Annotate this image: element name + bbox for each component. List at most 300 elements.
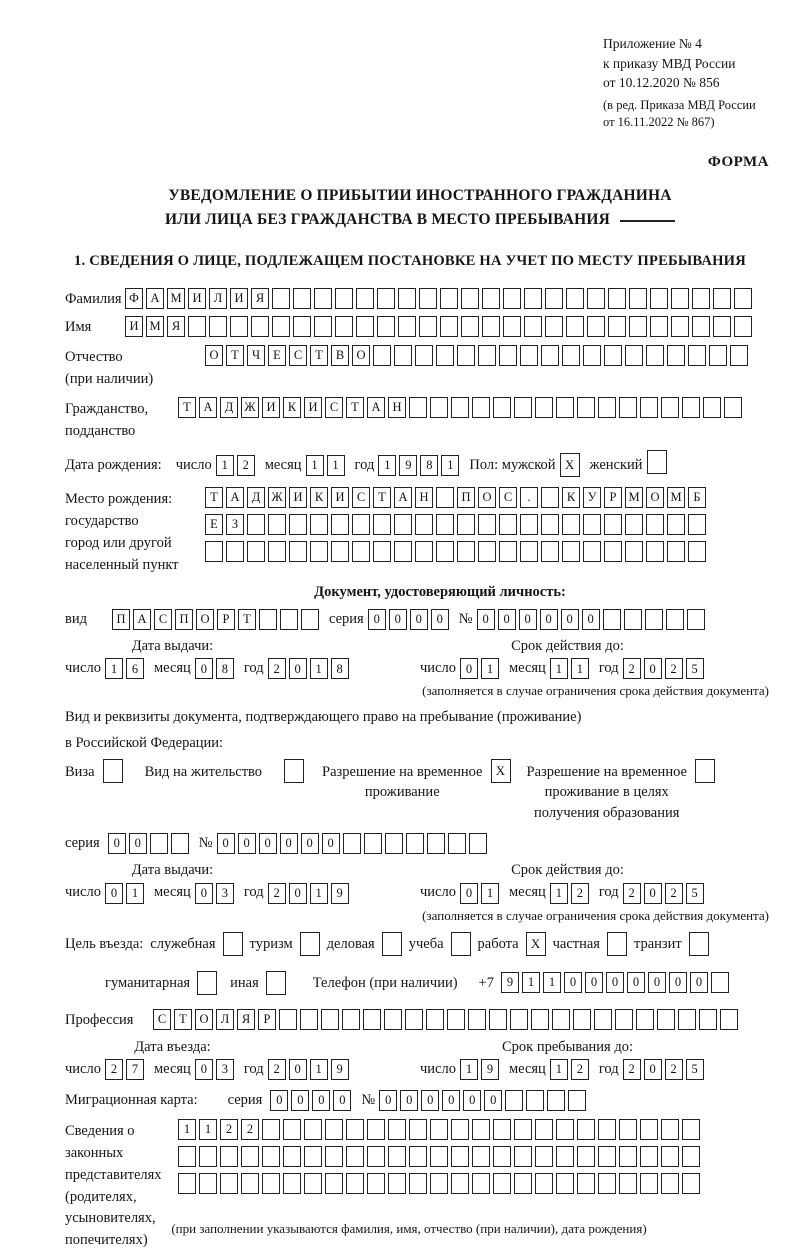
- empty-form-cell[interactable]: [188, 316, 206, 337]
- empty-form-cell[interactable]: [289, 541, 307, 562]
- empty-form-cell[interactable]: [688, 514, 706, 535]
- filled-form-cell[interactable]: 2: [268, 1059, 286, 1080]
- filled-form-cell[interactable]: М: [667, 487, 685, 508]
- empty-form-cell[interactable]: [398, 316, 416, 337]
- empty-form-cell[interactable]: [363, 1009, 381, 1030]
- empty-form-cell[interactable]: [283, 1146, 301, 1167]
- filled-form-cell[interactable]: Е: [205, 514, 223, 535]
- filled-form-cell[interactable]: 8: [420, 455, 438, 476]
- filled-form-cell[interactable]: 3: [216, 1059, 234, 1080]
- filled-form-cell[interactable]: 1: [378, 455, 396, 476]
- filled-form-cell[interactable]: С: [352, 487, 370, 508]
- filled-form-cell[interactable]: 0: [195, 883, 213, 904]
- unchecked-checkbox-cell[interactable]: [689, 932, 709, 956]
- empty-form-cell[interactable]: [624, 609, 642, 630]
- filled-form-cell[interactable]: 0: [312, 1090, 330, 1111]
- empty-form-cell[interactable]: [262, 1173, 280, 1194]
- empty-form-cell[interactable]: [640, 397, 658, 418]
- empty-form-cell[interactable]: [373, 514, 391, 535]
- empty-form-cell[interactable]: [440, 288, 458, 309]
- empty-form-cell[interactable]: [472, 397, 490, 418]
- filled-form-cell[interactable]: Т: [226, 345, 244, 366]
- empty-form-cell[interactable]: [671, 288, 689, 309]
- empty-form-cell[interactable]: [493, 397, 511, 418]
- filled-form-cell[interactable]: Е: [268, 345, 286, 366]
- empty-form-cell[interactable]: [619, 397, 637, 418]
- empty-form-cell[interactable]: [493, 1146, 511, 1167]
- empty-form-cell[interactable]: [478, 345, 496, 366]
- empty-form-cell[interactable]: [304, 1146, 322, 1167]
- filled-form-cell[interactable]: 1: [216, 455, 234, 476]
- filled-form-cell[interactable]: Я: [237, 1009, 255, 1030]
- filled-form-cell[interactable]: 2: [241, 1119, 259, 1140]
- empty-form-cell[interactable]: [535, 1146, 553, 1167]
- filled-form-cell[interactable]: Т: [310, 345, 328, 366]
- empty-form-cell[interactable]: [682, 397, 700, 418]
- filled-form-cell[interactable]: 0: [564, 972, 582, 993]
- filled-form-cell[interactable]: 2: [665, 1059, 683, 1080]
- filled-form-cell[interactable]: 0: [270, 1090, 288, 1111]
- empty-form-cell[interactable]: [566, 316, 584, 337]
- filled-form-cell[interactable]: И: [304, 397, 322, 418]
- empty-form-cell[interactable]: [427, 833, 445, 854]
- filled-form-cell[interactable]: 0: [291, 1090, 309, 1111]
- empty-form-cell[interactable]: [640, 1119, 658, 1140]
- filled-form-cell[interactable]: 2: [665, 658, 683, 679]
- empty-form-cell[interactable]: [262, 1119, 280, 1140]
- filled-form-cell[interactable]: 2: [571, 883, 589, 904]
- empty-form-cell[interactable]: [377, 316, 395, 337]
- checked-checkbox-cell[interactable]: X: [560, 453, 580, 477]
- empty-form-cell[interactable]: [568, 1090, 586, 1111]
- empty-form-cell[interactable]: [661, 1146, 679, 1167]
- empty-form-cell[interactable]: [226, 541, 244, 562]
- filled-form-cell[interactable]: 1: [306, 455, 324, 476]
- filled-form-cell[interactable]: 1: [327, 455, 345, 476]
- empty-form-cell[interactable]: [293, 316, 311, 337]
- empty-form-cell[interactable]: [364, 833, 382, 854]
- empty-form-cell[interactable]: [415, 345, 433, 366]
- filled-form-cell[interactable]: 0: [561, 609, 579, 630]
- filled-form-cell[interactable]: 2: [268, 658, 286, 679]
- empty-form-cell[interactable]: [415, 514, 433, 535]
- empty-form-cell[interactable]: [367, 1173, 385, 1194]
- filled-form-cell[interactable]: 1: [522, 972, 540, 993]
- filled-form-cell[interactable]: С: [153, 1009, 171, 1030]
- filled-form-cell[interactable]: И: [331, 487, 349, 508]
- filled-form-cell[interactable]: М: [167, 288, 185, 309]
- empty-form-cell[interactable]: [482, 316, 500, 337]
- empty-form-cell[interactable]: [598, 1119, 616, 1140]
- filled-form-cell[interactable]: 2: [623, 658, 641, 679]
- filled-form-cell[interactable]: 2: [571, 1059, 589, 1080]
- filled-form-cell[interactable]: 0: [460, 658, 478, 679]
- empty-form-cell[interactable]: [526, 1090, 544, 1111]
- empty-form-cell[interactable]: [594, 1009, 612, 1030]
- filled-form-cell[interactable]: 0: [289, 658, 307, 679]
- empty-form-cell[interactable]: [325, 1119, 343, 1140]
- empty-form-cell[interactable]: [314, 316, 332, 337]
- filled-form-cell[interactable]: Т: [178, 397, 196, 418]
- empty-form-cell[interactable]: [541, 514, 559, 535]
- empty-form-cell[interactable]: [272, 316, 290, 337]
- empty-form-cell[interactable]: [205, 541, 223, 562]
- filled-form-cell[interactable]: Т: [238, 609, 256, 630]
- empty-form-cell[interactable]: [280, 609, 298, 630]
- empty-form-cell[interactable]: [199, 1173, 217, 1194]
- empty-form-cell[interactable]: [310, 541, 328, 562]
- empty-form-cell[interactable]: [636, 1009, 654, 1030]
- filled-form-cell[interactable]: 0: [105, 883, 123, 904]
- empty-form-cell[interactable]: [388, 1173, 406, 1194]
- empty-form-cell[interactable]: [556, 1173, 574, 1194]
- empty-form-cell[interactable]: [430, 1173, 448, 1194]
- filled-form-cell[interactable]: 0: [585, 972, 603, 993]
- filled-form-cell[interactable]: У: [583, 487, 601, 508]
- empty-form-cell[interactable]: [409, 1119, 427, 1140]
- empty-form-cell[interactable]: [541, 487, 559, 508]
- empty-form-cell[interactable]: [436, 514, 454, 535]
- empty-form-cell[interactable]: [603, 609, 621, 630]
- empty-form-cell[interactable]: [604, 514, 622, 535]
- filled-form-cell[interactable]: 1: [126, 883, 144, 904]
- empty-form-cell[interactable]: [430, 1146, 448, 1167]
- empty-form-cell[interactable]: [667, 541, 685, 562]
- empty-form-cell[interactable]: [373, 541, 391, 562]
- filled-form-cell[interactable]: 0: [463, 1090, 481, 1111]
- empty-form-cell[interactable]: [520, 345, 538, 366]
- empty-form-cell[interactable]: [583, 541, 601, 562]
- filled-form-cell[interactable]: 2: [220, 1119, 238, 1140]
- empty-form-cell[interactable]: [301, 609, 319, 630]
- empty-form-cell[interactable]: [577, 1146, 595, 1167]
- unchecked-checkbox-cell[interactable]: [284, 759, 304, 783]
- empty-form-cell[interactable]: [451, 1173, 469, 1194]
- filled-form-cell[interactable]: Ч: [247, 345, 265, 366]
- empty-form-cell[interactable]: [520, 514, 538, 535]
- empty-form-cell[interactable]: [220, 1146, 238, 1167]
- empty-form-cell[interactable]: [178, 1146, 196, 1167]
- filled-form-cell[interactable]: В: [331, 345, 349, 366]
- empty-form-cell[interactable]: [583, 345, 601, 366]
- filled-form-cell[interactable]: 5: [686, 658, 704, 679]
- filled-form-cell[interactable]: 1: [441, 455, 459, 476]
- filled-form-cell[interactable]: Я: [251, 288, 269, 309]
- empty-form-cell[interactable]: [385, 833, 403, 854]
- empty-form-cell[interactable]: [604, 541, 622, 562]
- empty-form-cell[interactable]: [247, 541, 265, 562]
- empty-form-cell[interactable]: [556, 397, 574, 418]
- filled-form-cell[interactable]: 0: [519, 609, 537, 630]
- empty-form-cell[interactable]: [587, 316, 605, 337]
- filled-form-cell[interactable]: 0: [238, 833, 256, 854]
- empty-form-cell[interactable]: [171, 833, 189, 854]
- empty-form-cell[interactable]: [300, 1009, 318, 1030]
- empty-form-cell[interactable]: [461, 316, 479, 337]
- filled-form-cell[interactable]: 0: [280, 833, 298, 854]
- empty-form-cell[interactable]: [352, 514, 370, 535]
- empty-form-cell[interactable]: [514, 1173, 532, 1194]
- filled-form-cell[interactable]: 0: [410, 609, 428, 630]
- filled-form-cell[interactable]: Т: [346, 397, 364, 418]
- empty-form-cell[interactable]: [436, 541, 454, 562]
- empty-form-cell[interactable]: [514, 1119, 532, 1140]
- empty-form-cell[interactable]: [478, 541, 496, 562]
- empty-form-cell[interactable]: [220, 1173, 238, 1194]
- empty-form-cell[interactable]: [388, 1146, 406, 1167]
- empty-form-cell[interactable]: [587, 288, 605, 309]
- empty-form-cell[interactable]: [346, 1173, 364, 1194]
- filled-form-cell[interactable]: 0: [582, 609, 600, 630]
- empty-form-cell[interactable]: [457, 345, 475, 366]
- empty-form-cell[interactable]: [598, 397, 616, 418]
- filled-form-cell[interactable]: П: [175, 609, 193, 630]
- empty-form-cell[interactable]: [640, 1173, 658, 1194]
- empty-form-cell[interactable]: [409, 397, 427, 418]
- empty-form-cell[interactable]: [493, 1173, 511, 1194]
- filled-form-cell[interactable]: 0: [389, 609, 407, 630]
- filled-form-cell[interactable]: И: [262, 397, 280, 418]
- empty-form-cell[interactable]: [734, 316, 752, 337]
- empty-form-cell[interactable]: [577, 1119, 595, 1140]
- filled-form-cell[interactable]: 1: [178, 1119, 196, 1140]
- unchecked-checkbox-cell[interactable]: [103, 759, 123, 783]
- empty-form-cell[interactable]: [150, 833, 168, 854]
- empty-form-cell[interactable]: [241, 1146, 259, 1167]
- filled-form-cell[interactable]: Т: [373, 487, 391, 508]
- filled-form-cell[interactable]: П: [112, 609, 130, 630]
- empty-form-cell[interactable]: [541, 541, 559, 562]
- filled-form-cell[interactable]: Д: [220, 397, 238, 418]
- empty-form-cell[interactable]: [293, 288, 311, 309]
- empty-form-cell[interactable]: [457, 514, 475, 535]
- empty-form-cell[interactable]: [367, 1119, 385, 1140]
- empty-form-cell[interactable]: [430, 397, 448, 418]
- filled-form-cell[interactable]: 0: [129, 833, 147, 854]
- empty-form-cell[interactable]: [556, 1119, 574, 1140]
- filled-form-cell[interactable]: О: [195, 1009, 213, 1030]
- empty-form-cell[interactable]: [451, 397, 469, 418]
- empty-form-cell[interactable]: [489, 1009, 507, 1030]
- empty-form-cell[interactable]: [562, 514, 580, 535]
- empty-form-cell[interactable]: [394, 514, 412, 535]
- empty-form-cell[interactable]: [356, 316, 374, 337]
- empty-form-cell[interactable]: [384, 1009, 402, 1030]
- empty-form-cell[interactable]: [667, 345, 685, 366]
- empty-form-cell[interactable]: [209, 316, 227, 337]
- filled-form-cell[interactable]: 0: [322, 833, 340, 854]
- empty-form-cell[interactable]: [503, 288, 521, 309]
- empty-form-cell[interactable]: [545, 288, 563, 309]
- filled-form-cell[interactable]: Ж: [268, 487, 286, 508]
- empty-form-cell[interactable]: [545, 316, 563, 337]
- filled-form-cell[interactable]: 0: [606, 972, 624, 993]
- empty-form-cell[interactable]: [692, 288, 710, 309]
- filled-form-cell[interactable]: Я: [167, 316, 185, 337]
- empty-form-cell[interactable]: [514, 397, 532, 418]
- filled-form-cell[interactable]: М: [146, 316, 164, 337]
- empty-form-cell[interactable]: [346, 1146, 364, 1167]
- empty-form-cell[interactable]: [499, 514, 517, 535]
- filled-form-cell[interactable]: Ф: [125, 288, 143, 309]
- empty-form-cell[interactable]: [415, 541, 433, 562]
- filled-form-cell[interactable]: О: [646, 487, 664, 508]
- empty-form-cell[interactable]: [199, 1146, 217, 1167]
- empty-form-cell[interactable]: [499, 345, 517, 366]
- empty-form-cell[interactable]: [604, 345, 622, 366]
- empty-form-cell[interactable]: [619, 1146, 637, 1167]
- empty-form-cell[interactable]: [709, 345, 727, 366]
- unchecked-checkbox-cell[interactable]: [382, 932, 402, 956]
- filled-form-cell[interactable]: 0: [431, 609, 449, 630]
- empty-form-cell[interactable]: [608, 316, 626, 337]
- filled-form-cell[interactable]: 0: [259, 833, 277, 854]
- filled-form-cell[interactable]: 2: [105, 1059, 123, 1080]
- filled-form-cell[interactable]: О: [196, 609, 214, 630]
- filled-form-cell[interactable]: 0: [217, 833, 235, 854]
- empty-form-cell[interactable]: [478, 514, 496, 535]
- empty-form-cell[interactable]: [646, 345, 664, 366]
- empty-form-cell[interactable]: [625, 514, 643, 535]
- empty-form-cell[interactable]: [625, 541, 643, 562]
- filled-form-cell[interactable]: 1: [550, 883, 568, 904]
- filled-form-cell[interactable]: 9: [501, 972, 519, 993]
- empty-form-cell[interactable]: [356, 288, 374, 309]
- filled-form-cell[interactable]: Н: [388, 397, 406, 418]
- filled-form-cell[interactable]: 0: [379, 1090, 397, 1111]
- empty-form-cell[interactable]: [436, 345, 454, 366]
- empty-form-cell[interactable]: [335, 288, 353, 309]
- filled-form-cell[interactable]: С: [289, 345, 307, 366]
- filled-form-cell[interactable]: И: [125, 316, 143, 337]
- filled-form-cell[interactable]: З: [226, 514, 244, 535]
- empty-form-cell[interactable]: [331, 541, 349, 562]
- filled-form-cell[interactable]: 0: [368, 609, 386, 630]
- empty-form-cell[interactable]: [682, 1146, 700, 1167]
- filled-form-cell[interactable]: Р: [217, 609, 235, 630]
- empty-form-cell[interactable]: [283, 1173, 301, 1194]
- empty-form-cell[interactable]: [325, 1173, 343, 1194]
- empty-form-cell[interactable]: [692, 316, 710, 337]
- filled-form-cell[interactable]: 2: [268, 883, 286, 904]
- filled-form-cell[interactable]: К: [310, 487, 328, 508]
- filled-form-cell[interactable]: И: [230, 288, 248, 309]
- filled-form-cell[interactable]: А: [394, 487, 412, 508]
- filled-form-cell[interactable]: К: [562, 487, 580, 508]
- empty-form-cell[interactable]: [713, 316, 731, 337]
- filled-form-cell[interactable]: 1: [550, 1059, 568, 1080]
- empty-form-cell[interactable]: [615, 1009, 633, 1030]
- filled-form-cell[interactable]: 2: [665, 883, 683, 904]
- filled-form-cell[interactable]: Н: [415, 487, 433, 508]
- filled-form-cell[interactable]: 0: [644, 658, 662, 679]
- empty-form-cell[interactable]: [409, 1146, 427, 1167]
- empty-form-cell[interactable]: [699, 1009, 717, 1030]
- empty-form-cell[interactable]: [247, 514, 265, 535]
- filled-form-cell[interactable]: Л: [209, 288, 227, 309]
- empty-form-cell[interactable]: [394, 345, 412, 366]
- unchecked-checkbox-cell[interactable]: [266, 971, 286, 995]
- filled-form-cell[interactable]: 8: [331, 658, 349, 679]
- empty-form-cell[interactable]: [304, 1119, 322, 1140]
- empty-form-cell[interactable]: [619, 1119, 637, 1140]
- empty-form-cell[interactable]: [629, 288, 647, 309]
- filled-form-cell[interactable]: 0: [195, 1059, 213, 1080]
- filled-form-cell[interactable]: С: [154, 609, 172, 630]
- empty-form-cell[interactable]: [499, 541, 517, 562]
- empty-form-cell[interactable]: [283, 1119, 301, 1140]
- filled-form-cell[interactable]: 1: [481, 658, 499, 679]
- empty-form-cell[interactable]: [272, 288, 290, 309]
- empty-form-cell[interactable]: [608, 288, 626, 309]
- filled-form-cell[interactable]: 8: [216, 658, 234, 679]
- empty-form-cell[interactable]: [436, 487, 454, 508]
- empty-form-cell[interactable]: [448, 833, 466, 854]
- filled-form-cell[interactable]: 0: [540, 609, 558, 630]
- empty-form-cell[interactable]: [346, 1119, 364, 1140]
- empty-form-cell[interactable]: [541, 345, 559, 366]
- filled-form-cell[interactable]: 1: [310, 1059, 328, 1080]
- empty-form-cell[interactable]: [645, 609, 663, 630]
- filled-form-cell[interactable]: М: [625, 487, 643, 508]
- filled-form-cell[interactable]: .: [520, 487, 538, 508]
- filled-form-cell[interactable]: К: [283, 397, 301, 418]
- filled-form-cell[interactable]: 2: [237, 455, 255, 476]
- empty-form-cell[interactable]: [661, 1173, 679, 1194]
- empty-form-cell[interactable]: [547, 1090, 565, 1111]
- empty-form-cell[interactable]: [472, 1146, 490, 1167]
- empty-form-cell[interactable]: [503, 316, 521, 337]
- empty-form-cell[interactable]: [373, 345, 391, 366]
- filled-form-cell[interactable]: А: [199, 397, 217, 418]
- empty-form-cell[interactable]: [724, 397, 742, 418]
- empty-form-cell[interactable]: [629, 316, 647, 337]
- filled-form-cell[interactable]: Т: [174, 1009, 192, 1030]
- filled-form-cell[interactable]: 0: [644, 883, 662, 904]
- empty-form-cell[interactable]: [461, 288, 479, 309]
- empty-form-cell[interactable]: [646, 541, 664, 562]
- filled-form-cell[interactable]: О: [352, 345, 370, 366]
- empty-form-cell[interactable]: [447, 1009, 465, 1030]
- filled-form-cell[interactable]: 1: [543, 972, 561, 993]
- empty-form-cell[interactable]: [398, 288, 416, 309]
- empty-form-cell[interactable]: [325, 1146, 343, 1167]
- unchecked-checkbox-cell[interactable]: [647, 450, 667, 474]
- filled-form-cell[interactable]: Р: [604, 487, 622, 508]
- filled-form-cell[interactable]: 0: [421, 1090, 439, 1111]
- filled-form-cell[interactable]: Б: [688, 487, 706, 508]
- unchecked-checkbox-cell[interactable]: [300, 932, 320, 956]
- empty-form-cell[interactable]: [388, 1119, 406, 1140]
- empty-form-cell[interactable]: [713, 288, 731, 309]
- filled-form-cell[interactable]: 0: [108, 833, 126, 854]
- filled-form-cell[interactable]: 0: [333, 1090, 351, 1111]
- empty-form-cell[interactable]: [268, 514, 286, 535]
- empty-form-cell[interactable]: [562, 345, 580, 366]
- empty-form-cell[interactable]: [688, 541, 706, 562]
- empty-form-cell[interactable]: [577, 1173, 595, 1194]
- filled-form-cell[interactable]: 9: [331, 883, 349, 904]
- empty-form-cell[interactable]: [566, 288, 584, 309]
- filled-form-cell[interactable]: 9: [331, 1059, 349, 1080]
- unchecked-checkbox-cell[interactable]: [695, 759, 715, 783]
- filled-form-cell[interactable]: 0: [289, 883, 307, 904]
- filled-form-cell[interactable]: И: [188, 288, 206, 309]
- filled-form-cell[interactable]: О: [205, 345, 223, 366]
- empty-form-cell[interactable]: [535, 1173, 553, 1194]
- empty-form-cell[interactable]: [343, 833, 361, 854]
- empty-form-cell[interactable]: [573, 1009, 591, 1030]
